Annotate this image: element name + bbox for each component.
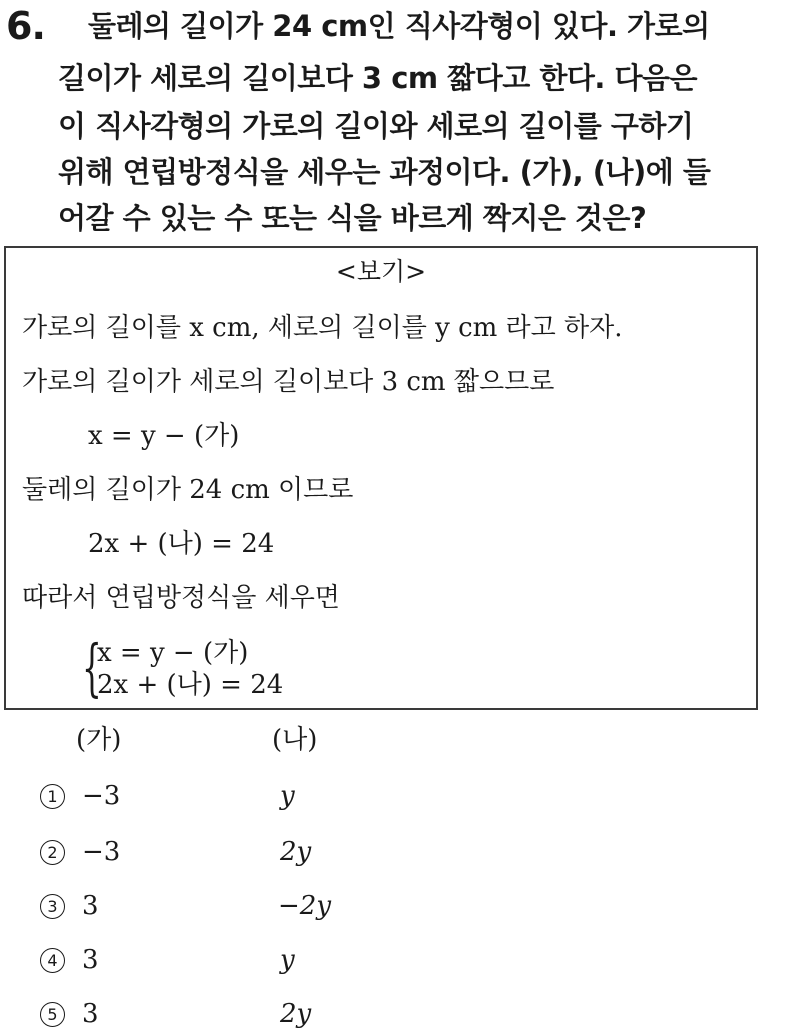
question-line-4: 위해 연립방정식을 세우는 과정이다. (가), (나)에 들: [58, 155, 711, 189]
box-equation-2: 2x + (나) = 24: [88, 529, 275, 559]
option-1-ga: −3: [82, 781, 121, 811]
question-line-5: 어갈 수 있는 수 또는 식을 바르게 짝지은 것은?: [58, 201, 647, 235]
option-4-ga: 3: [82, 945, 99, 975]
option-3-ga: 3: [82, 891, 99, 921]
option-2-na: 2y: [280, 837, 312, 867]
choice-marker: 2: [40, 840, 65, 865]
option-5-na: 2y: [280, 999, 312, 1029]
question-line-3: 이 직사각형의 가로의 길이와 세로의 길이를 구하기: [58, 109, 694, 143]
system-brace: {: [82, 631, 102, 704]
option-1-na: y: [280, 781, 295, 811]
choice-marker: 5: [40, 1002, 65, 1027]
header-ga: (가): [76, 725, 122, 755]
box-line-4: 따라서 연립방정식을 세우면: [22, 583, 340, 613]
question-number: 6.: [6, 4, 45, 48]
question-line-2: 길이가 세로의 길이보다 3 cm 짧다고 한다. 다음은: [58, 61, 698, 95]
header-na: (나): [272, 725, 318, 755]
box-equation-1: x = y − (가): [88, 421, 240, 451]
system-equation-1: x = y − (가): [97, 638, 249, 668]
choice-marker: 4: [40, 948, 65, 973]
option-2-ga: −3: [82, 837, 121, 867]
box-line-3: 둘레의 길이가 24 cm 이므로: [22, 475, 354, 505]
example-box-title: <보기>: [335, 257, 427, 286]
choice-marker: 1: [40, 784, 65, 809]
system-equation-2: 2x + (나) = 24: [97, 670, 284, 700]
option-3-na: −2y: [278, 891, 332, 921]
option-4-na: y: [280, 945, 295, 975]
box-line-1: 가로의 길이를 x cm, 세로의 길이를 y cm 라고 하자.: [22, 313, 623, 343]
option-5-ga: 3: [82, 999, 99, 1029]
choice-marker: 3: [40, 894, 65, 919]
box-line-2: 가로의 길이가 세로의 길이보다 3 cm 짧으므로: [22, 367, 555, 397]
question-line-1: 둘레의 길이가 24 cm인 직사각형이 있다. 가로의: [88, 9, 710, 43]
